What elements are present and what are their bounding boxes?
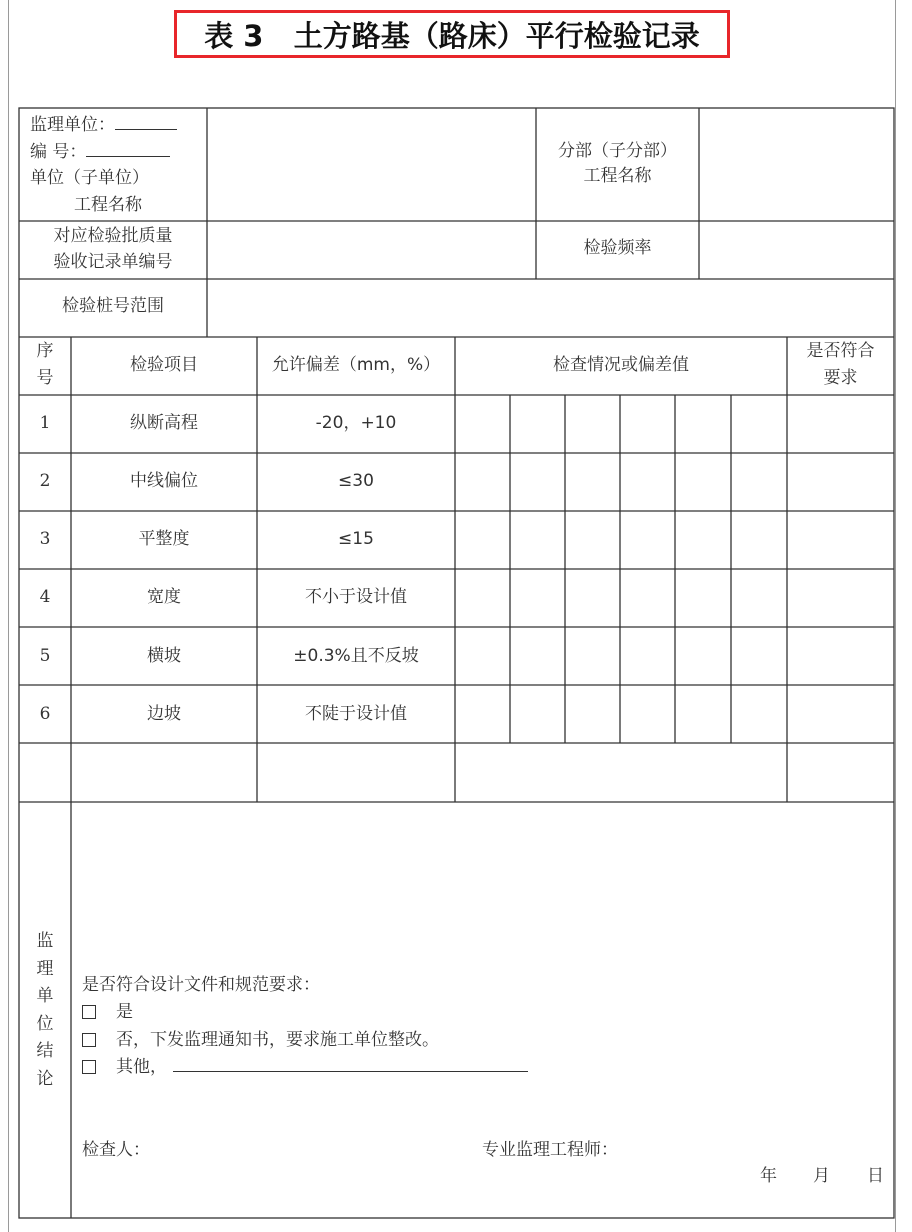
row-item: 边坡 <box>147 704 181 724</box>
side-label-char: 理 <box>36 958 54 979</box>
row-item: 宽度 <box>147 587 181 607</box>
number-blank[interactable] <box>86 142 170 157</box>
side-label-char: 位 <box>36 1013 54 1034</box>
document-title: 表 3 土方路基（路床）平行检验记录 <box>174 10 730 58</box>
inspector-label: 检查人： <box>82 1140 150 1160</box>
checkbox-no[interactable] <box>82 1033 96 1047</box>
frequency-label: 检验频率 <box>583 238 652 258</box>
col-compliance-line1: 是否符合 <box>806 341 875 361</box>
row-tolerance: ≤15 <box>338 529 374 549</box>
supervision-unit-blank[interactable] <box>115 115 177 130</box>
station-range-label: 检验桩号范围 <box>62 296 164 316</box>
option-yes <box>82 1002 133 1022</box>
col-item-header: 检验项目 <box>130 355 198 375</box>
unit-project-label-line1: 单位（子单位） <box>30 168 149 188</box>
col-check-header: 检查情况或偏差值 <box>553 355 689 375</box>
row-item: 横坡 <box>147 646 181 666</box>
col-tolerance-header: 允许偏差（mm，%） <box>271 355 441 375</box>
unit-project-label-line2: 工程名称 <box>74 195 142 215</box>
row-tolerance: ±0.3%且不反坡 <box>293 646 419 666</box>
col-seq-line2: 号 <box>36 368 54 388</box>
division-label-line2: 工程名称 <box>583 166 652 186</box>
option-other <box>82 1057 528 1077</box>
number-field <box>30 142 170 162</box>
option-other-label: 其他， <box>116 1057 167 1077</box>
row-tolerance: 不陡于设计值 <box>305 704 407 724</box>
conclusion-side-label <box>22 928 68 1093</box>
side-label-char: 单 <box>36 986 54 1006</box>
row-item: 平整度 <box>138 529 190 549</box>
row-number: 2 <box>39 471 51 491</box>
side-label-char: 结 <box>36 1041 54 1061</box>
side-label-char: 论 <box>36 1068 54 1089</box>
row-number: 3 <box>39 529 51 549</box>
row-item: 中线偏位 <box>130 471 198 491</box>
division-label-line1: 分部（子分部） <box>558 141 677 161</box>
number-label: 编 号： <box>30 142 87 162</box>
date-month: 月 <box>813 1166 830 1186</box>
row-tolerance: 不小于设计值 <box>305 587 407 607</box>
row-tolerance: ≤30 <box>338 471 374 491</box>
conclusion-question: 是否符合设计文件和规范要求： <box>82 975 320 995</box>
row-number: 6 <box>39 704 51 724</box>
checkbox-other[interactable] <box>82 1060 96 1074</box>
date-year: 年 <box>760 1166 777 1186</box>
option-no-label: 否，下发监理通知书，要求施工单位整改。 <box>116 1030 439 1050</box>
date-day: 日 <box>867 1166 884 1186</box>
row-number: 4 <box>39 587 51 607</box>
batch-record-label-line2: 验收记录单编号 <box>53 252 173 272</box>
other-blank[interactable] <box>173 1057 528 1072</box>
option-no <box>82 1030 439 1050</box>
option-yes-label: 是 <box>116 1002 133 1022</box>
col-compliance-line2: 要求 <box>823 368 858 388</box>
row-item: 纵断高程 <box>130 413 198 433</box>
batch-record-label-line1: 对应检验批质量 <box>53 226 173 246</box>
row-number: 5 <box>39 646 51 666</box>
row-number: 1 <box>39 413 51 433</box>
checkbox-yes[interactable] <box>82 1005 96 1019</box>
side-label-char: 监 <box>36 931 54 951</box>
col-seq-line1: 序 <box>36 341 54 361</box>
supervision-unit-label: 监理单位： <box>30 115 115 135</box>
engineer-label: 专业监理工程师： <box>482 1140 618 1160</box>
row-tolerance: -20，+10 <box>315 413 397 433</box>
supervision-unit-field <box>30 115 177 135</box>
